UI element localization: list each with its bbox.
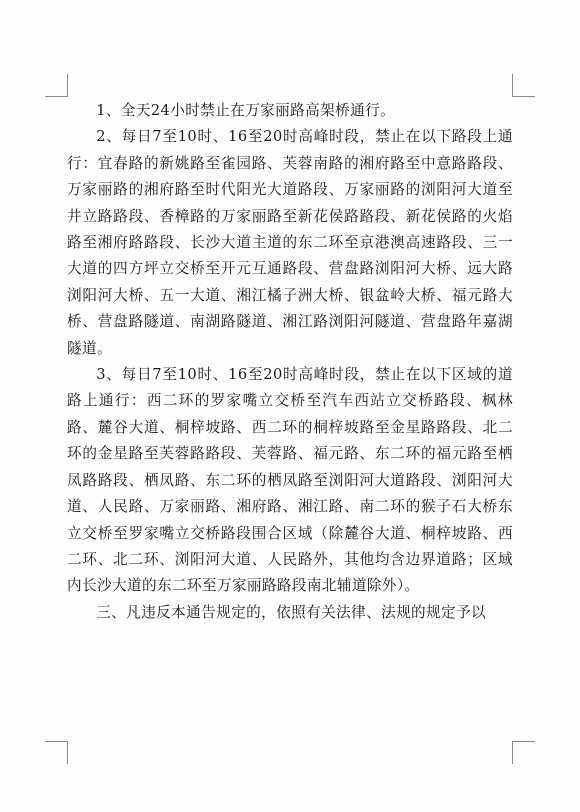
paragraph-item-2: 2、每日7至10时、16至20时高峰时段，禁止在以下路段上通行：宜春路的新姚路至雀园路、芙蓉南路的湘府路至中意路路段、万家丽路的湘府路至时代阳光大道路段、万家丽路的浏阳河大道至井立路路段、香樟路的万家丽路至新花侯路路段、新花侯路的火焰路至湘府路路段、长沙大道主道的东二环至京港澳高速路段、三一大道的四方坪立交桥至开元互通路段、营盘路浏阳河大桥、远大路浏阳河大桥、五一大道、湘江橘子洲大桥、银盆岭大桥、福元路大桥、营盘路隧道、南湖路隧道、湘江路浏阳河隧道、营盘路年嘉湖隧道。 — [67, 128, 513, 357]
paragraph-section-3: 三、凡违反本通告规定的，依照有关法律、法规的规定予以 — [96, 603, 487, 621]
page-corner-mark-top-right — [512, 74, 535, 97]
paragraph-item-1: 1、全天24小时禁止在万家丽路高架桥通行。 — [96, 102, 396, 119]
paragraph-item-3: 3、每日7至10时、16至20时高峰时段，禁止在以下区域的道路上通行：西二环的罗家嘴立交桥至汽车西站立交桥路段、枫林路、麓谷大道、桐梓坡路、西二环的桐梓坡路至金星路路段、北二环的金星路至芙蓉路路段、芙蓉路、福元路、东二环的福元路至栖凤路路段、栖凤路、东二环的栖凤路至浏阳河大道路段、浏阳河大道、人民路、万家丽路、湘府路、湘江路、南二环的猴子石大桥东立交桥至罗家嘴立交桥路段围合区域（除麓谷大道、桐梓坡路、西二环、北二环、浏阳河大道、人民路外，其他均含边界道路；区域内长沙大道的东二环至万家丽路路段南北辅道除外）。 — [67, 366, 513, 595]
document-body — [67, 98, 513, 626]
page-corner-mark-bottom-right — [512, 741, 535, 764]
page-corner-mark-bottom-left — [45, 741, 68, 764]
page-corner-mark-top-left — [45, 74, 68, 97]
